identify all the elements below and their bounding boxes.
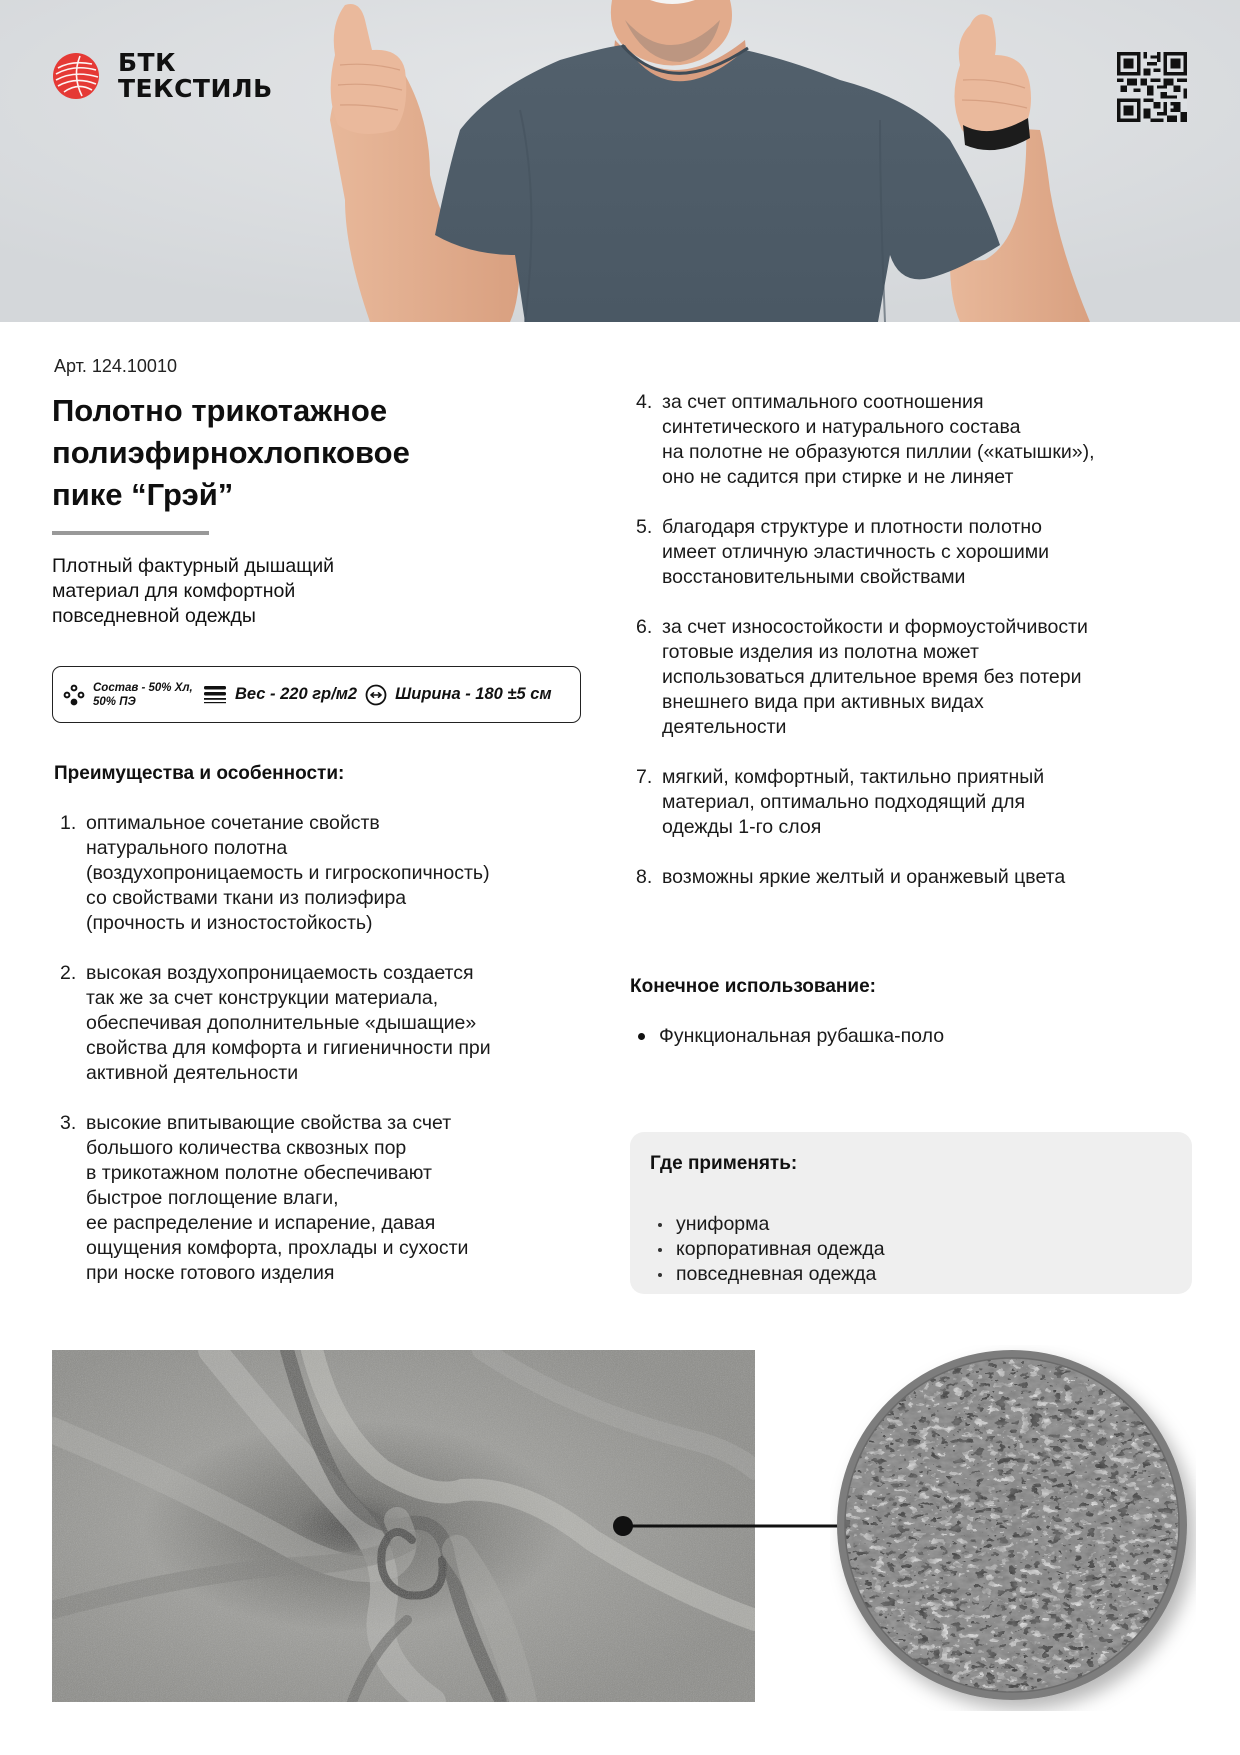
subtitle-line: материал для комфортной [52,580,296,602]
gray-fabric-swirl-photo [52,1350,755,1702]
advantage-text: оптимальное сочетание свойств натурального полотна (воздухопроницаемость и гигроскопичность) со свойствами ткани из полиэфира (прочность и изностостойкость) [86,812,490,934]
advantage-number: 6. [636,616,653,638]
spec-weight [203,685,357,705]
advantage-text: высокие впитывающие свойства за счет большого количества сквозных пор в трикотажном полотне обеспечивают быстрое поглощение влаги, ее распределение и испарение, давая ощущения комфорта, прохлады и сухости при носке готового изделия [86,1112,469,1284]
advantage-item [54,811,594,936]
composition-line: Состав - 50% Хл, [93,681,193,694]
advantage-text: за счет износостойкости и формоустойчивости готовые изделия из полотна может использоваться длительное время без потери внешнего вида при активных видах деятельности [662,616,1088,738]
where-to-use-text: униформа [676,1213,770,1235]
subtitle-line: Плотный фактурный дышащий [52,555,335,577]
advantage-text: за счет оптимального соотношения синтетического и натурального состава на полотне не образуются пиллии («катышки»), оно не садится при стирке и не линяет [662,391,1095,488]
advantage-text: возможны яркие желтый и оранжевый цвета [662,866,1066,888]
where-to-use-item [658,1237,885,1262]
advantage-number: 2. [60,962,77,984]
width-arrows-icon [365,684,387,706]
advantage-number: 1. [60,812,77,834]
bullet-icon [658,1223,662,1227]
advantage-text: мягкий, комфортный, тактильно приятный материал, оптимально подходящий для одежды 1-го слоя [662,766,1045,838]
brand-line-2: ТЕКСТИЛЬ [118,74,273,103]
title-line: Полотно трикотажное [52,393,388,428]
subtitle-line: повседневной одежды [52,605,256,627]
advantage-number: 8. [636,866,653,888]
spec-width [365,684,552,706]
brand-name [118,50,273,102]
advantages-list-left [54,811,594,1286]
advantages-heading: Преимущества и особенности: [54,763,345,784]
spec-weight-label: Вес - 220 гр/м2 [235,685,358,703]
where-to-use-item [658,1212,885,1237]
bullet-icon [658,1273,662,1277]
end-use-item [638,1025,944,1048]
advantage-item [630,765,1190,840]
where-to-use-heading: Где применять: [650,1153,798,1174]
advantage-text: высокая воздухопроницаемость создается так же за счет конструкции материала, обеспечивая дополнительные «дышащие» свойства для комфорта и гигиеничности при активной деятельности [86,962,491,1084]
end-use-text: Функциональная рубашка-поло [659,1025,945,1047]
yarn-ball-logo-icon [52,52,100,100]
title-line: полиэфирнохлопковое [52,435,410,470]
fabric-texture-macro-photo [830,1345,1196,1711]
advantage-item [630,865,1190,890]
advantage-item [54,961,594,1086]
brand-line-1: БТК [118,48,177,77]
composition-line: 50% ПЭ [93,695,136,708]
where-to-use-list [658,1212,885,1287]
title-line: пике “Грэй” [52,477,234,512]
where-to-use-text: повседневная одежда [676,1263,877,1285]
title-divider [52,531,209,535]
where-to-use-item [658,1262,885,1287]
qr-code-icon[interactable] [1117,52,1187,122]
product-subtitle [52,554,512,629]
specs-bar [52,666,581,723]
advantage-item [630,390,1190,490]
advantage-item [54,1111,594,1286]
bullet-icon [658,1248,662,1252]
where-to-use-text: корпоративная одежда [676,1238,885,1260]
composition-dots-icon [63,684,85,706]
end-use-heading: Конечное использование: [630,976,876,997]
advantage-number: 5. [636,516,653,538]
advantage-item [630,615,1190,740]
advantage-text: благодаря структуре и плотности полотно имеет отличную эластичность с хорошими восстановительными свойствами [662,516,1050,588]
layers-icon [203,685,227,705]
hero-banner [0,0,1240,322]
spec-composition-label [93,681,195,709]
product-title [52,390,592,516]
advantage-number: 7. [636,766,653,788]
advantages-list-right [630,390,1190,890]
bullet-icon [638,1033,645,1040]
advantage-number: 4. [636,391,653,413]
advantage-number: 3. [60,1112,77,1134]
brand-logo [52,50,273,102]
person-thumbs-up-photo [0,0,1240,322]
spec-width-label: Ширина - 180 ±5 см [395,685,552,703]
where-to-use-panel [630,1132,1192,1294]
advantage-item [630,515,1190,590]
spec-composition [63,681,195,709]
article-number: Арт. 124.10010 [54,356,177,376]
